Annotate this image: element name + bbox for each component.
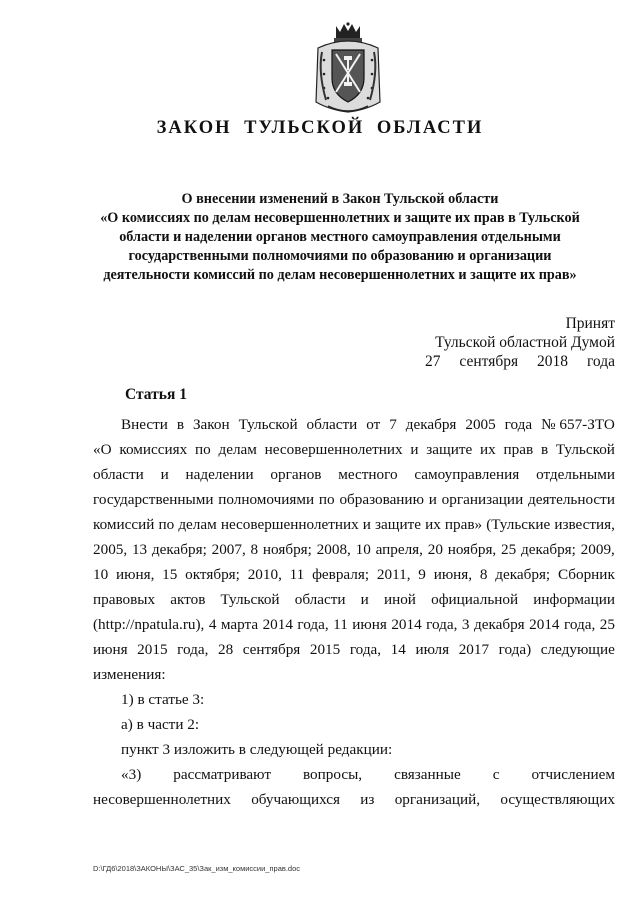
body-word: 2015 (137, 641, 168, 658)
article-heading: Статья 1 (125, 386, 187, 403)
subject-line: государственными полномочиями по образованию и организации (128, 248, 552, 264)
body-word: года, (426, 616, 458, 633)
body-word: 10 (93, 566, 109, 583)
body-word: декабря; (151, 541, 207, 558)
body-word: прав (503, 441, 534, 458)
body-word: официальной (431, 591, 519, 608)
body-word: области (306, 416, 358, 433)
body-word: декабря (405, 416, 457, 433)
body-word: несовершеннолетних (264, 441, 403, 458)
adopted-by: Тульской областной Думой (435, 334, 615, 351)
body-word: рассматривают (173, 766, 271, 783)
body-word: иной (383, 591, 416, 608)
adoption-block (425, 314, 615, 371)
body-line (93, 587, 615, 612)
body-word: № 657-ЗТО (541, 416, 615, 433)
body-word: года, (563, 616, 596, 633)
body-word: Сборник (557, 566, 615, 583)
body-word: 28 (217, 641, 234, 658)
body-word: декабря; (495, 566, 551, 583)
body-word: 2014 (391, 616, 422, 633)
body-word: их (480, 441, 496, 458)
body-word: 11 (333, 616, 348, 633)
body-word: Тульской (220, 591, 280, 608)
adoption-year: 2018 (537, 353, 569, 370)
body-word: декабря; (520, 541, 576, 558)
adoption-date (425, 352, 615, 371)
body-word: июня (352, 616, 387, 633)
adopted-label: Принят (565, 315, 615, 332)
body-word: защите (426, 441, 473, 458)
body-line (93, 487, 615, 512)
file-path-footer: D:\ГД6\2018\ЗАКОНЫ\ЗАС_35\Зак_изм_комиссии_прав.doc (93, 864, 301, 873)
body-word: 2008, (316, 541, 351, 558)
body-word: Тульской (238, 416, 298, 433)
body-line (93, 637, 615, 662)
body-word: комиссиях (119, 441, 188, 458)
body-word: известия, (554, 516, 615, 533)
body-word: комиссий (93, 516, 155, 533)
body-word: следующие (540, 641, 615, 658)
body-word: информации (533, 591, 615, 608)
body-word: образованию (339, 491, 424, 508)
body-word: Тульской (555, 441, 615, 458)
body-word: Внести (121, 416, 168, 433)
body-word: делам (218, 441, 257, 458)
body-word: 11 (289, 566, 305, 583)
body-word: по (158, 516, 175, 533)
body-line (93, 737, 615, 762)
body-word: года (504, 416, 533, 433)
body-line (93, 462, 615, 487)
body-word: и (362, 516, 371, 533)
body-line (93, 762, 615, 787)
body-word: изменения: (93, 666, 166, 683)
body-word: года, (177, 641, 209, 658)
body-word: 2005, (93, 541, 128, 558)
body-word: года) (498, 641, 532, 658)
body-word: 3 (461, 616, 470, 633)
body-word: апреля, (375, 541, 423, 558)
body-line (93, 562, 615, 587)
body-word: несовершеннолетних (93, 791, 231, 808)
body-word: июня, (115, 566, 155, 583)
body-word: года, (349, 641, 382, 658)
body-word: полномочиями (218, 491, 315, 508)
body-word: обучающихся (251, 791, 340, 808)
subject-line: О внесении изменений в Закон Тульской области (181, 191, 499, 207)
body-word: пункт 3 изложить в следующей редакции: (121, 741, 393, 758)
body-word: Закон (192, 416, 230, 433)
body-word: несовершеннолетних (220, 516, 359, 533)
body-word: (http://npatula.ru), (93, 616, 205, 633)
body-word: актов (170, 591, 206, 608)
body-word: февраля; (312, 566, 370, 583)
subject-line: «О комиссиях по делам несовершеннолетних и защите их прав в Тульской (100, 210, 580, 226)
body-word: 20 (427, 541, 443, 558)
body-line (93, 537, 615, 562)
body-word: области (294, 591, 346, 608)
body-word: организаций, (394, 791, 481, 808)
body-word: 14 (390, 641, 406, 658)
adoption-year-word: года (586, 353, 615, 370)
body-line (93, 787, 615, 812)
body-word: и (160, 466, 169, 483)
body-word: осуществляющих (500, 791, 615, 808)
body-word: защите (375, 516, 421, 533)
body-word: 2007, (211, 541, 246, 558)
subject-line: области и наделении органов местного самоуправления отдельными (119, 229, 561, 245)
body-word: по (194, 441, 211, 458)
coat-of-arms-emblem (314, 22, 382, 116)
body-word: 2009, (580, 541, 615, 558)
body-word: по (318, 491, 335, 508)
body-line (93, 412, 615, 437)
body-word: (Тульские (486, 516, 551, 533)
body-word: 10 (355, 541, 371, 558)
body-word: органов (270, 466, 322, 483)
body-line (93, 662, 615, 687)
body-word: а) в части 2: (121, 716, 200, 733)
body-word: наделении (185, 466, 254, 483)
body-word: самоуправления (414, 466, 520, 483)
body-word: и (428, 491, 437, 508)
body-word: государственными (93, 491, 214, 508)
body-word: 1) в статье 3: (121, 691, 205, 708)
body-word: октября; (185, 566, 240, 583)
body-word: и (360, 591, 369, 608)
body-word: 2010, (247, 566, 282, 583)
body-word: ноября; (262, 541, 312, 558)
body-word: 9 (418, 566, 426, 583)
body-word: июня (93, 641, 128, 658)
body-word: из (360, 791, 375, 808)
body-word: 8 (250, 541, 259, 558)
adoption-month: сентября (459, 353, 519, 370)
body-word: и (410, 441, 419, 458)
body-word: июня, (433, 566, 473, 583)
body-word: марта (220, 616, 259, 633)
body-word: 7 (389, 416, 397, 433)
body-word: делам (178, 516, 217, 533)
body-word: их (425, 516, 441, 533)
body-word: 2015 (309, 641, 341, 658)
body-word: 2011, (376, 566, 411, 583)
body-word: «3) (121, 766, 142, 783)
body-line (93, 512, 615, 537)
body-word: июля (415, 641, 450, 658)
body-word: с (492, 766, 500, 783)
body-word: «О (93, 441, 112, 458)
body-word: 15 (162, 566, 178, 583)
body-word: сентября (242, 641, 301, 658)
body-word: отчислением (531, 766, 615, 783)
body-line (93, 612, 615, 637)
body-word: 2014 (529, 616, 560, 633)
subject-line: деятельности комиссий по делам несовершеннолетних и защите их прав» (103, 267, 577, 283)
body-word: декабря (473, 616, 525, 633)
body-word: отдельными (536, 466, 615, 483)
body-word: 2005 (465, 416, 496, 433)
body-word: деятельности (528, 491, 615, 508)
body-word: 25 (501, 541, 517, 558)
body-word: года, (297, 616, 329, 633)
law-title: ЗАКОН ТУЛЬСКОЙ ОБЛАСТИ (156, 118, 484, 138)
body-word: 25 (599, 616, 615, 633)
body-line (93, 712, 615, 737)
body-word: 13 (131, 541, 148, 558)
body-word: 4 (208, 616, 217, 633)
body-word: от (366, 416, 381, 433)
article-body (93, 412, 615, 812)
body-word: прав» (444, 516, 483, 533)
body-word: связанные (394, 766, 461, 783)
body-word: 2014 (262, 616, 293, 633)
adoption-day: 27 (425, 353, 441, 370)
body-word: в (176, 416, 184, 433)
body-word: 8 (479, 566, 488, 583)
body-line (93, 687, 615, 712)
body-word: вопросы, (302, 766, 363, 783)
body-word: области (93, 466, 144, 483)
law-subject (70, 190, 610, 285)
body-word: 2017 (458, 641, 490, 658)
body-line (93, 437, 615, 462)
body-word: в (540, 441, 549, 458)
body-word: местного (338, 466, 398, 483)
body-word: организации (441, 491, 524, 508)
body-word: ноября, (447, 541, 497, 558)
body-word: правовых (93, 591, 156, 608)
